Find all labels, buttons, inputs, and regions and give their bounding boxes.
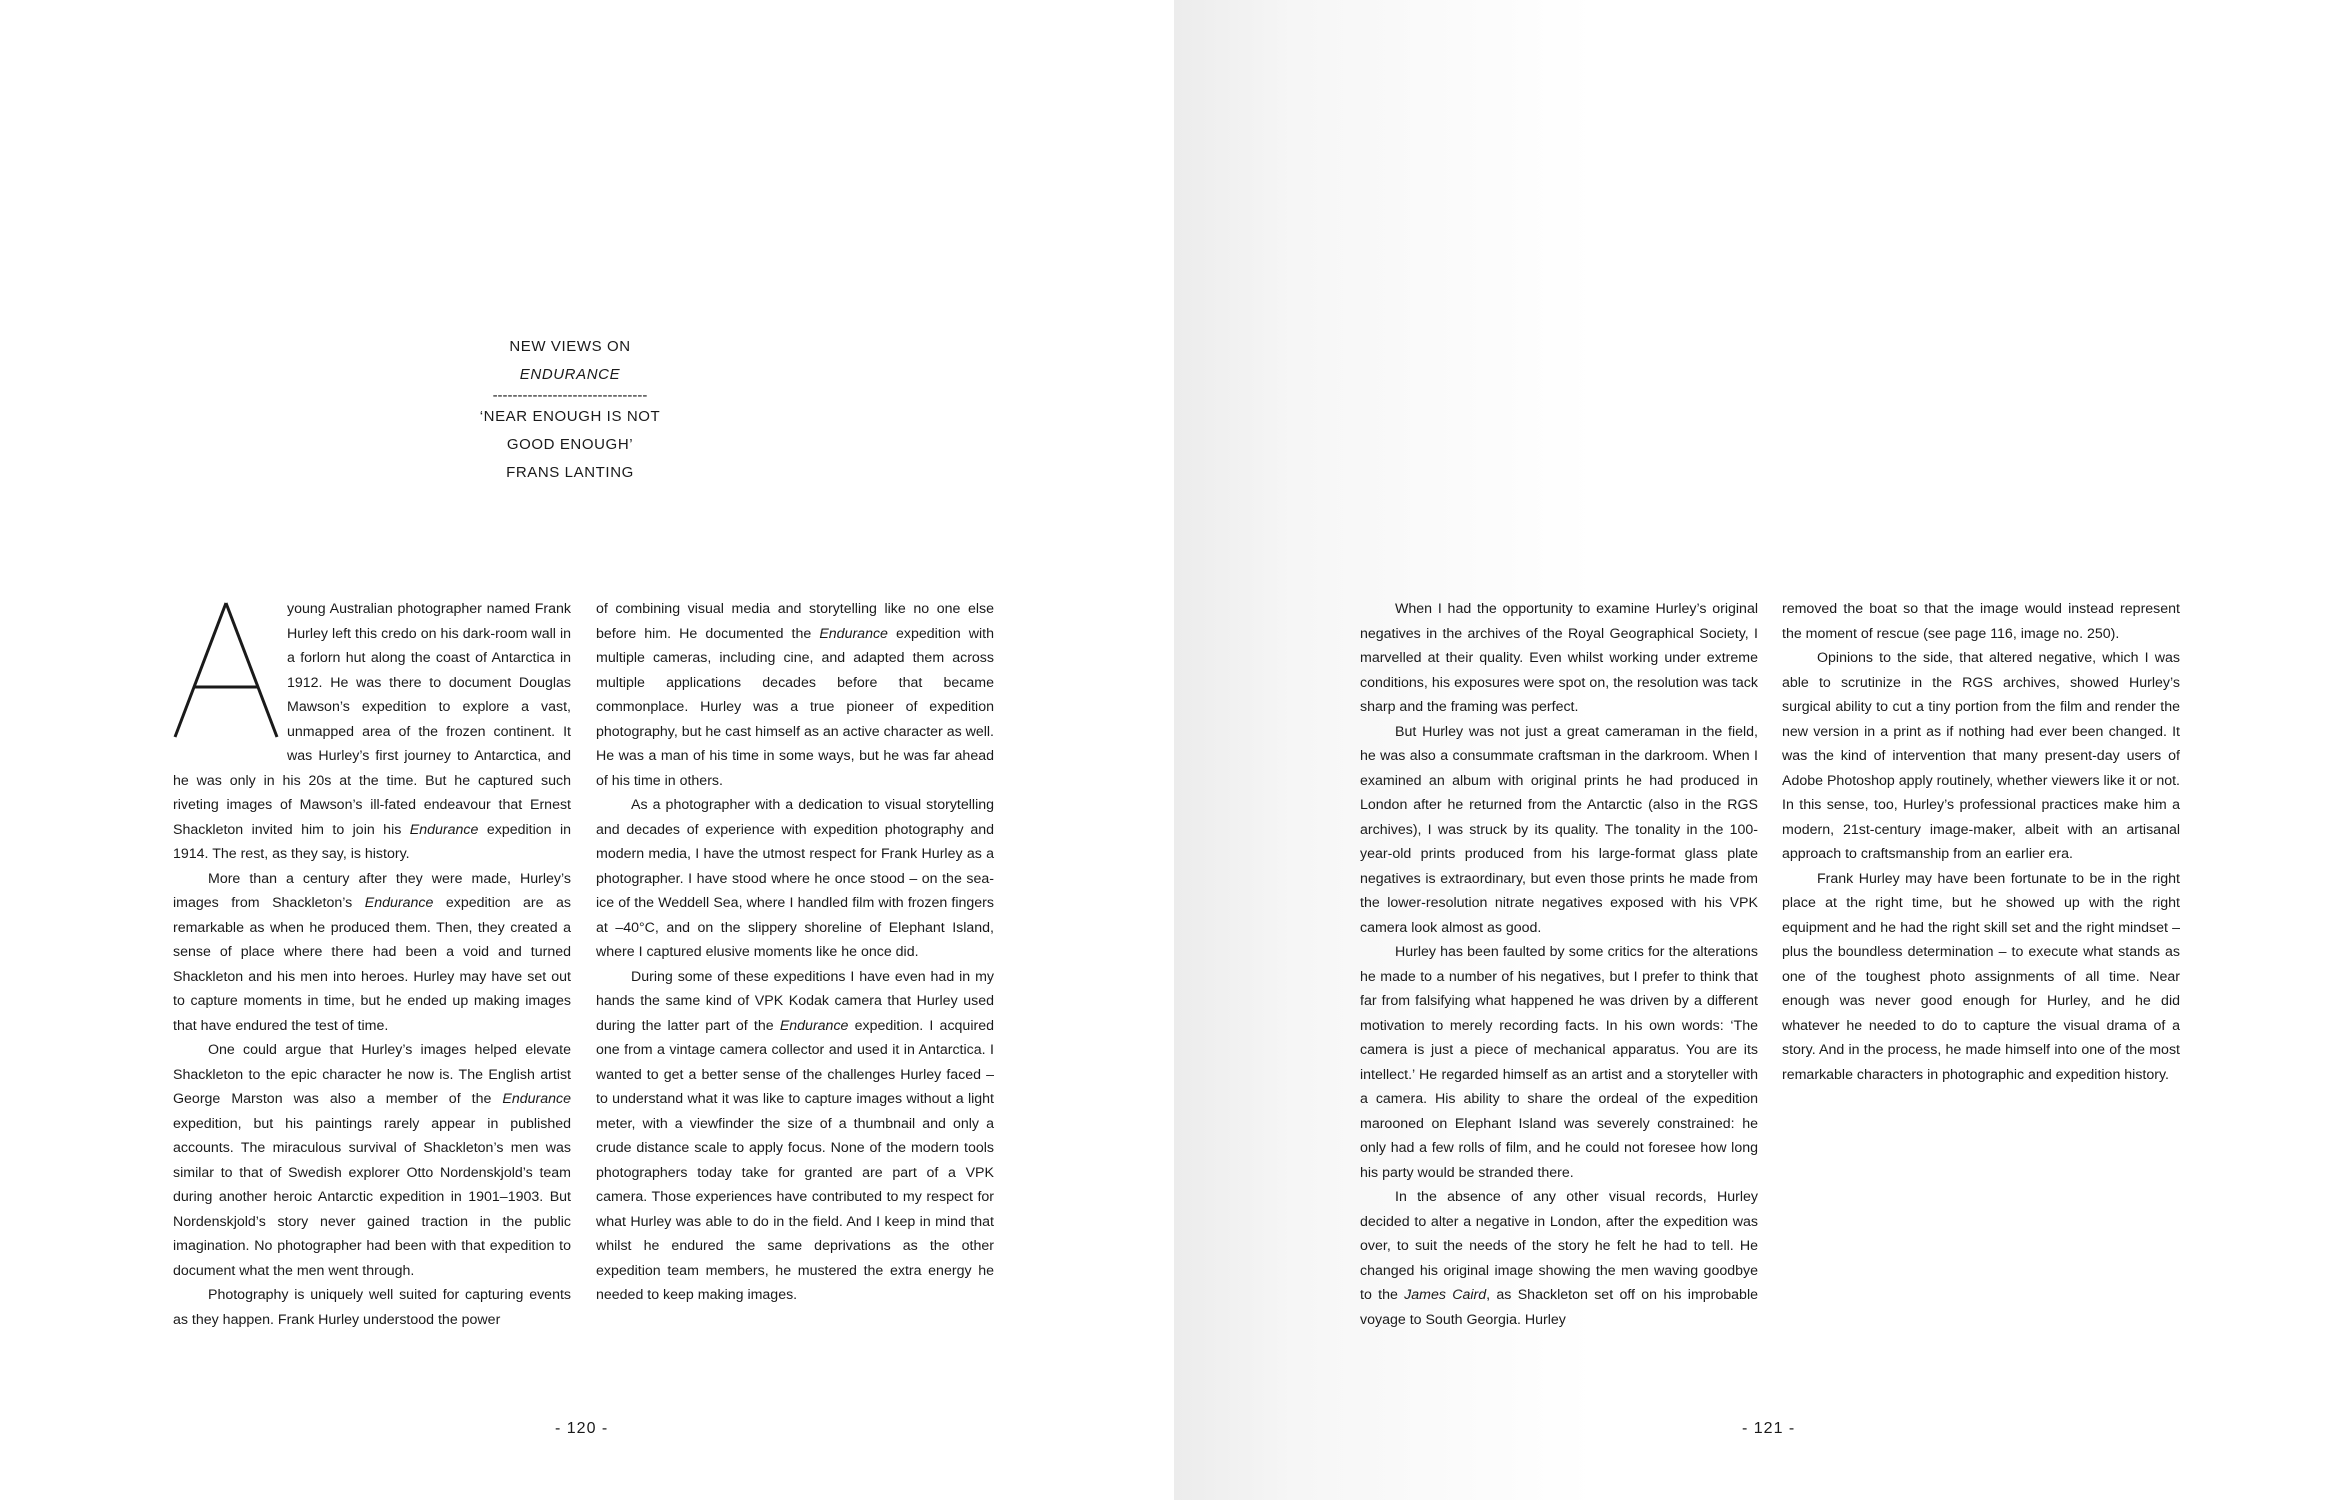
paragraph: of combining visual media and storytelling like no one else before him. He documented the Endurance expedition with multiple cameras, including cine, and adapted them across multiple applications decades before that became commonplace. Hurley was a true pioneer of expedition photography, but he cast himself as an active character as well. He was a man of his time in some ways, but he was far ahead of his time in others. <box>596 601 995 789</box>
header-rule: ------------------------------- <box>492 389 648 403</box>
paragraph: Photography is uniquely well suited for capturing events as they happen. Frank Hurley understood the power <box>173 1287 571 1328</box>
paragraph: During some of these expeditions I have even had in my hands the same kind of VPK Kodak camera that Hurley used during the latter part of the Endurance expedition. I acquired one from a vintage camera collector and used it in Antarctica. I wanted to get a better sense of the challenges Hurley faced – to understand what it was like to capture images without a light meter, with a viewfinder the size of a thumbnail and only a crude distance scale to apply focus. None of the modern tools photographers today take for granted are part of a VPK camera. Those experiences have contributed to my respect for what Hurley was able to do in the field. And I keep in mind that whilst he endured the same deprivations as the other expedition team members, he mustered the extra energy he needed to keep making images. <box>596 968 994 1303</box>
article-title: ‘NEAR ENOUGH IS NOT GOOD ENOUGH’ <box>479 408 661 453</box>
paragraph: But Hurley was not just a great cameraman in the field, he was also a consummate craftsman in the darkroom. When I examined an album with original prints he had produced in London after he returned from the Antarctic (also in the RGS archives), I was struck by its quality. The tonality in the 100-year-old prints produced from his large-format glass plate negatives is extraordinary, but even those prints he made from the lower-resolution nitrate negatives exposed with his VPK camera look almost as good. <box>1360 723 1758 936</box>
article-header <box>470 333 670 487</box>
paragraph: As a photographer with a dedication to visual storytelling and decades of experience with expedition photography and modern media, I have the utmost respect for Frank Hurley as a photographer. I have stood where he once stood – on the sea-ice of the Weddell Sea, where I handled film with frozen fingers at –40°C, and on the slippery shoreline of Elephant Island, where I captured elusive moments like he once did. <box>596 797 994 960</box>
paragraph: Opinions to the side, that altered negative, which I was able to scrutinize in the RGS archives, showed Hurley’s surgical ability to cut a tiny portion from the film and render the new version in a print as if nothing had ever been changed. It was the kind of intervention that many present-day users of Adobe Photoshop apply routinely, whether viewers like it or not. In this sense, too, Hurley’s professional practices make him a modern, 21st-century image-maker, albeit with an artisanal approach to craftsmanship from an earlier era. <box>1782 650 2180 862</box>
paragraph: Hurley has been faulted by some critics for the alterations he made to a number of his negatives, but I prefer to think that far from falsifying what happened he was driven by a different motivation to merely recording facts. In his own words: ‘The camera is just a piece of mechanical apparatus. You are its intellect.’ He regarded himself as an artist and a storyteller with a camera. His ability to share the ordeal of the expedition marooned on Elephant Island was severely constrained: he only had a few rolls of film, and he could not foresee how long his party would be stranded there. <box>1360 944 1758 1181</box>
text-column-1 <box>173 597 571 1332</box>
page-number-left: - 120 - <box>555 1420 609 1437</box>
paragraph: When I had the opportunity to examine Hurley’s original negatives in the archives of the Royal Geographical Society, I marvelled at their quality. Even whilst working under extreme conditions, his exposures were spot on, the resolution was tack sharp and the framing was perfect. <box>1360 601 1758 715</box>
paragraph: Frank Hurley may have been fortunate to be in the right place at the right time, but he showed up with the right equipment and he had the right skill set and the right mindset – plus the boundless determination – to execute what stands as one of the toughest photo assignments of all time. Near enough was never good enough for Hurley, and he did whatever he needed to do to capture the visual drama of a story. And in the process, he made himself into one of the most remarkable characters in photographic and expedition history. <box>1782 870 2180 1083</box>
paragraph: young Australian photographer named Frank Hurley left this credo on his dark-room wall in a forlorn hut along the coast of Antarctica in 1912. He was there to document Douglas Mawson’s expedition to explore a vast, unmapped area of the frozen continent. It was Hurley’s first journey to Antarctica, and he was only in his 20s at the time. But he captured such riveting images of Mawson’s ill-fated endeavour that Ernest Shackleton invited him to join his Endurance expedition in 1914. The rest, as they say, is history. <box>173 597 571 867</box>
author-name: FRANS LANTING <box>506 464 634 481</box>
page-number-right: - 121 - <box>1742 1420 1796 1437</box>
drop-cap <box>171 597 281 747</box>
paragraph: One could argue that Hurley’s images helped elevate Shackleton to the epic character he now is. The English artist George Marston was also a member of the Endurance expedition, but his paintings rarely appear in published accounts. The miraculous survival of Shackleton’s men was similar to that of Swedish explorer Otto Nordenskjold’s team during another heroic Antarctic expedition in 1901–1903. But Nordenskjold’s story never gained traction in the public imagination. No photographer had been with that expedition to document what the men went through. <box>173 1042 571 1279</box>
section-title-italic: ENDURANCE <box>519 366 621 383</box>
text-column-2 <box>596 597 994 1308</box>
text-column-4 <box>1782 597 2180 1087</box>
section-title: NEW VIEWS ON ENDURANCE <box>509 338 631 383</box>
paragraph: More than a century after they were made, Hurley’s images from Shackleton’s Endurance expedition are as remarkable as when he produced them. Then, they created a sense of place where there had been a void and turned Shackleton and his men into heroes. Hurley may have set out to capture moments in time, but he ended up making images that have endured the test of time. <box>173 870 571 1034</box>
paragraph: removed the boat so that the image would instead represent the moment of rescue (see page 116, image no. 250). <box>1782 601 2180 642</box>
paragraph: In the absence of any other visual records, Hurley decided to alter a negative in London, after the expedition was over, to suit the needs of the story he felt he had to tell. He changed his original image showing the men waving goodbye to the James Caird, as Shackleton set off on his improbable voyage to South Georgia. Hurley <box>1360 1189 1758 1328</box>
text-column-3 <box>1360 597 1758 1332</box>
